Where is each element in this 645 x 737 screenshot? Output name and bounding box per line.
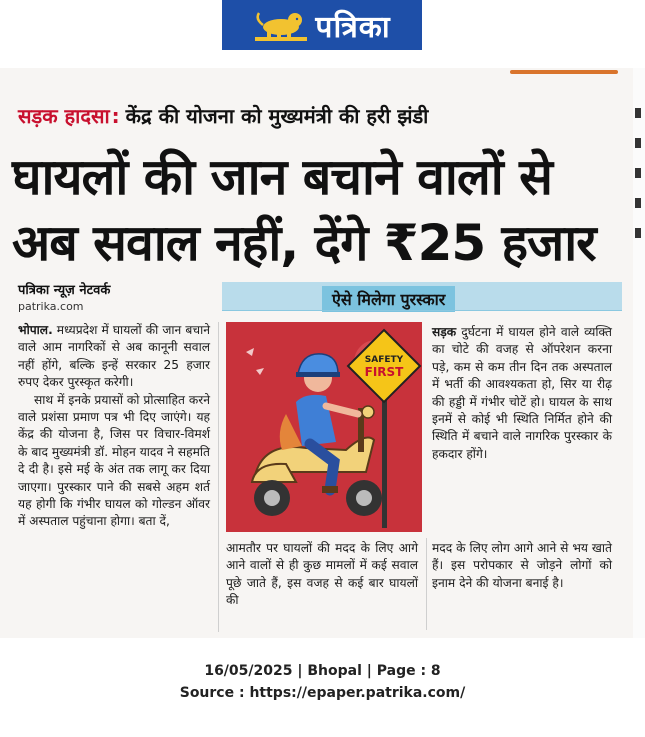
clip-source: Source : https://epaper.patrika.com/ [179,685,466,701]
kicker-label: सड़क हादसा [18,104,110,128]
infobox-title: ऐसे मिलेगा पुरस्कार [322,286,455,312]
masthead [222,0,422,50]
article-column-1 [18,322,210,531]
divider [510,70,618,74]
column-divider [218,322,219,632]
infobox-text [432,324,612,463]
dateline: भोपाल. [18,323,53,337]
article-column-3: मदद के लिए लोग आगे आने से भय खाते हैं। इस परोपकार से जोड़ने लोगों को इनाम देने की योजना बनाई है। [432,541,612,590]
kicker-text: केंद्र की योजना को मुख्यमंत्री की हरी झंडी [125,104,429,128]
paragraph: साथ में इनके प्रयासों को प्रोत्साहित करने वाले प्रशंसा प्रमाण पत्र भी दिए जाएंगे। यह केंद्र की योजना है, जिस पर विचार-विमर्श के बाद मुख्यमंत्री डॉ. मोहन यादव ने सहमति दे दी है। इसे मई के अंत तक लागू कर दिया जाएगा। पुरस्कार पाने की सबसे अहम शर्त यह होगी कि गंभीर घायल को गोल्डन ऑवर में अस्पताल पहुंचाना होगा। बता दें, [18,392,210,529]
clip-footer [0,660,645,704]
paragraph: मध्यप्रदेश में घायलों की जान बचाने वाले आम नागरिकों से अब कानूनी सवाल नहीं होंगे, बल्कि इन्हें सरकार 25 हजार रुपए देकर पुरस्कृत करेगी। [18,323,210,390]
headline: घायलों की जान बचाने वालों से अब सवाल नहीं, देंगे ₹25 हजार [12,148,596,272]
article-column-2: आमतौर पर घायलों की मदद के लिए आगे आने वालों से ही कुछ मामलों में कई सवाल पूछे जाते हैं, इस वजह से कई बार घायलों की [226,541,418,608]
illustration-drawing [226,322,422,532]
sign-text-first: FIRST [364,365,404,379]
byline-agency: पत्रिका न्यूज़ नेटवर्क [18,283,111,298]
byline [18,280,110,313]
news-clipping [0,68,645,638]
column-divider [426,538,427,630]
article-kicker [18,102,428,129]
clip-meta: 16/05/2025 | Bhopal | Page : 8 [204,663,441,679]
lion-icon [253,7,309,43]
masthead-title: पत्रिका [315,9,391,45]
paragraph: दुर्घटना में घायल होने वाले व्यक्ति का चोटे की वजह से ऑपरेशन करना पड़े, कम से कम तीन दिन तक अस्पताल में भर्ती की आवश्यकता हो, सिर या रीढ़ की हड्डी में गंभीर चोटें हो। घायल के साथ इनमें से कोई भी स्थिति निर्मित होने की स्थिति में बचाने वाले नागरिक पुरस्कार के हकदार होंगे। [432,325,612,461]
scooter-rider-illustration [226,322,422,532]
adjacent-column-edge [633,68,645,638]
byline-site: patrika.com [18,300,84,313]
sign-text-safety: SAFETY [364,355,404,365]
kicker-separator: : [111,104,120,128]
infobox-dateline: सड़क [432,325,457,339]
